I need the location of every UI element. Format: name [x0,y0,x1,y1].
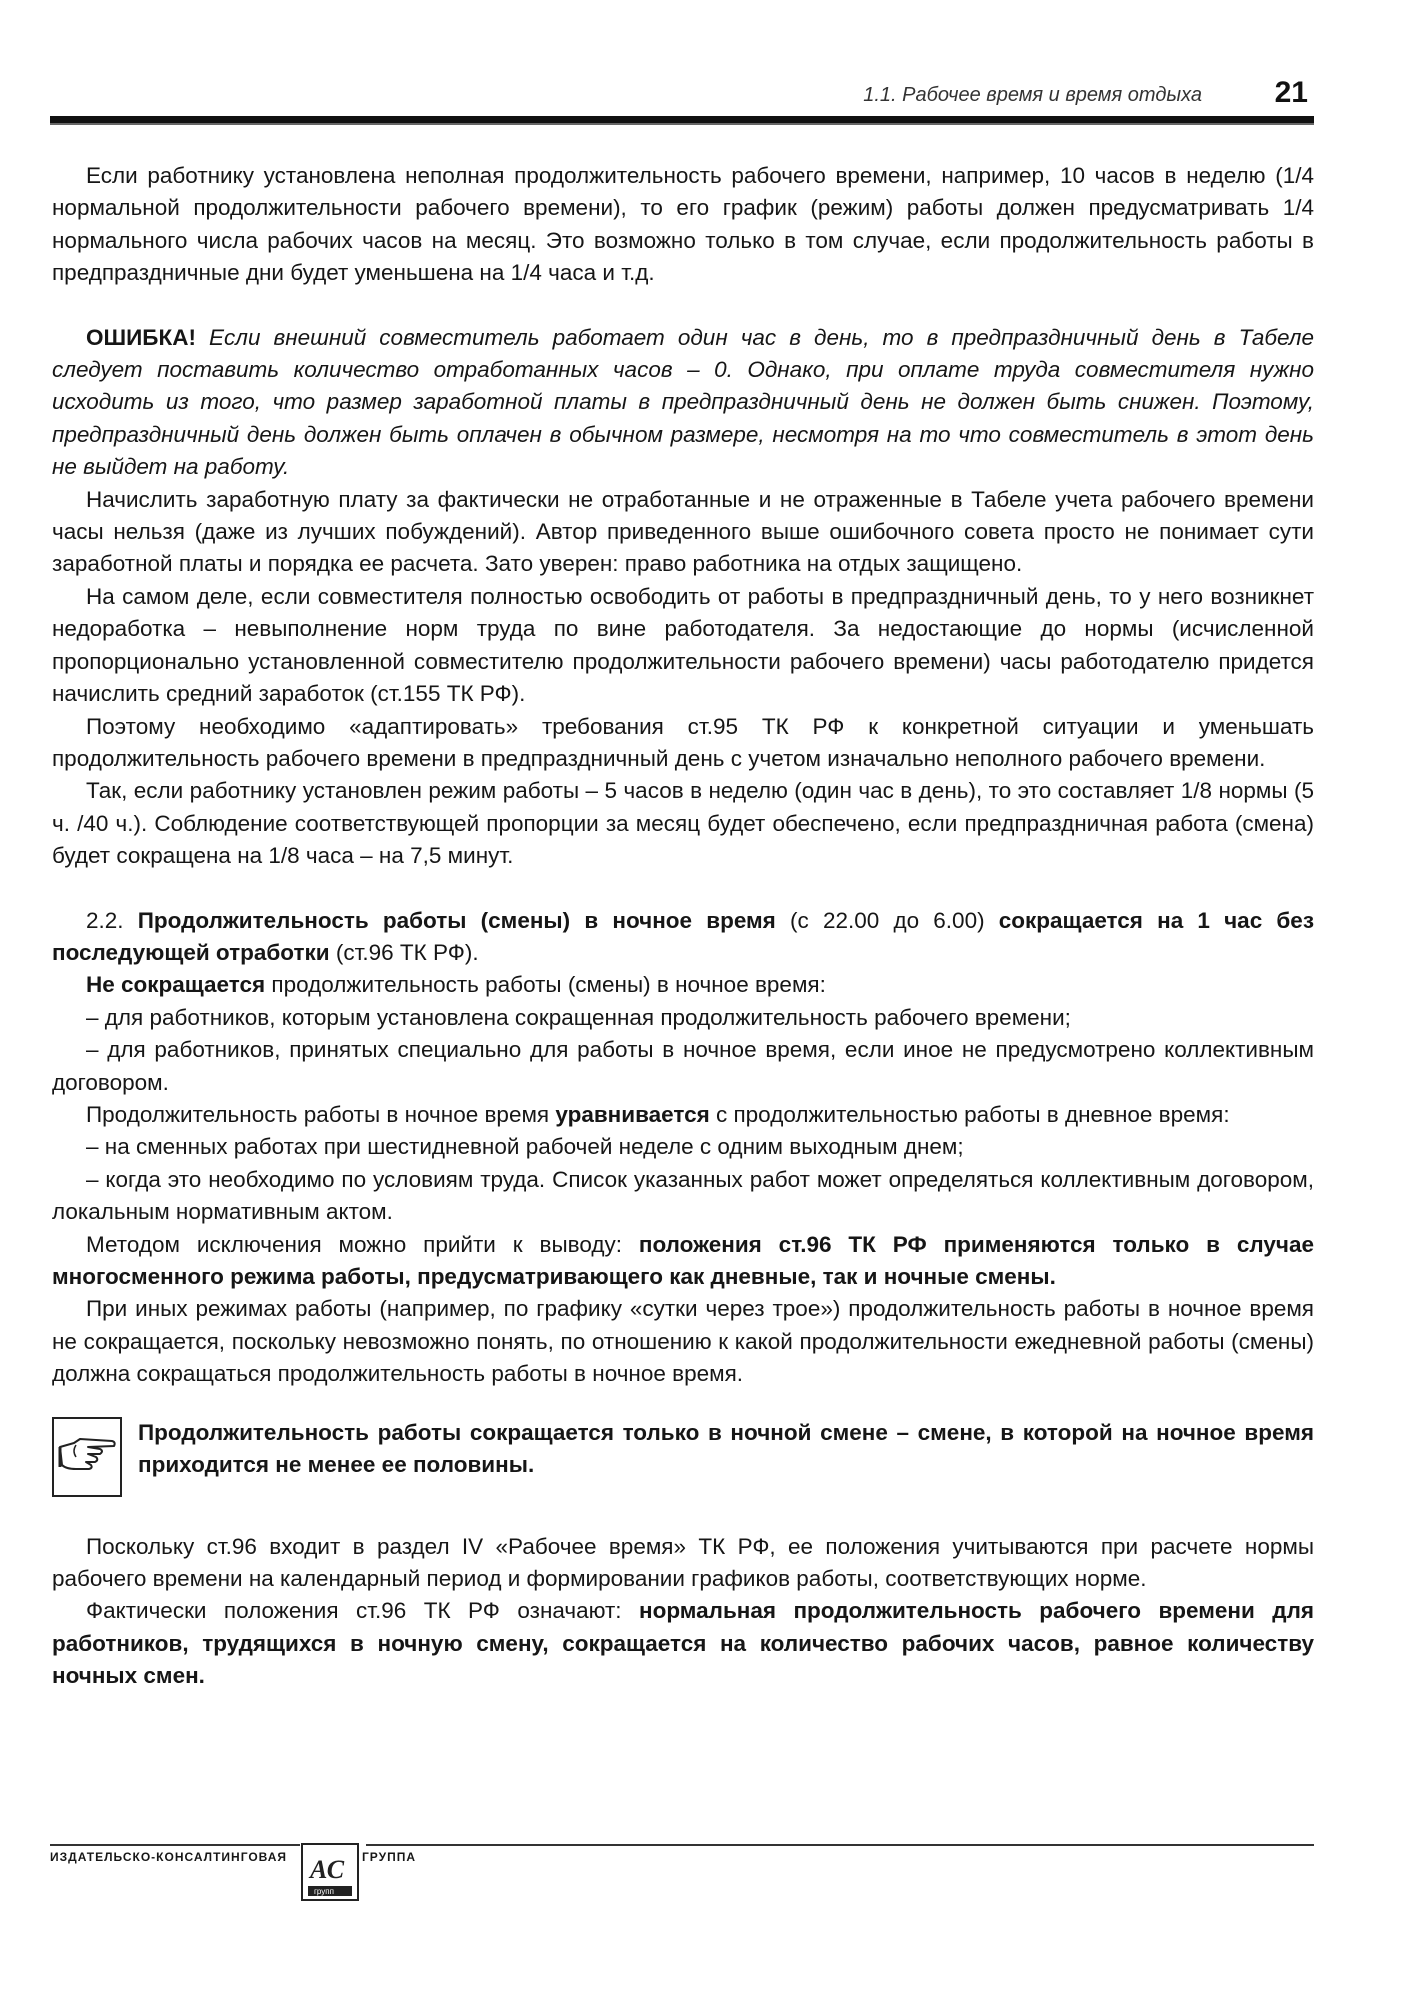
header-rule [50,116,1314,125]
page-number: 21 [1274,76,1308,109]
plain-text: Фактически положения ст.96 ТК РФ означают: [86,1598,640,1624]
plain-text: Продолжительность работы в ночное время [86,1101,556,1127]
paragraph: На самом деле, если совместителя полностью освободить от работы в предпраздничный день, то у него возникнет недоработка – невыполнение норм труда по вине работодателя. За недостающие до нормы (исчисленной пропорционально установленной совместителю продолжительности рабочего времени) часы работодателю придется начислить средний заработок (ст.155 ТК РФ). [52,583,1314,707]
bold-text: Продолжительность работы (смены) в ночное время [137,907,776,933]
pointing-hand-icon [52,1417,122,1497]
plain-text: продолжительность работы (смены) в ночное время: [265,972,826,998]
plain-text: (с 22.00 до 6.00) [775,907,999,933]
publisher-logo [298,1842,362,1904]
plain-text: с продолжительностью работы в дневное время: [709,1101,1230,1127]
paragraph [52,1595,1314,1692]
error-label: ОШИБКА [86,324,189,350]
bold-text: уравнивается [555,1101,710,1127]
bold-text: сокращается на 1 час без последующей отработки [52,907,1315,965]
list-item: – для работников, которым установлена сокращенная продолжительность рабочего времени; [86,1004,1071,1030]
bold-text: нормальная продолжительность рабочего времени для работников, трудящихся в ночную смену, сокращается на количество рабочих часов, равное количеству ночных смен. [52,1598,1315,1689]
section-paragraph [52,905,1314,970]
footer-rule [50,1844,300,1846]
list-item: – на сменных работах при шестидневной рабочей неделе с одним выходным днем; [86,1134,964,1160]
paragraph: При иных режимах работы (например, по графику «сутки через трое») продолжительность работы в ночное время не сокращается, поскольку невозможно понять, по отношению к какой продолжительности ежедневной работы (смены) должна сокращаться продолжительность работы в ночное время. [52,1296,1314,1387]
paragraph: Начислить заработную плату за фактически не отработанные и не отраженные в Табеле учета рабочего времени часы нельзя (даже из лучших побуждений). Автор приведенного выше ошибочного совета просто не понимает сути заработной платы и порядка ее расчета. Зато уверен: право работника на отдых защищено. [52,486,1314,577]
publisher-group: ГРУППА [362,1850,417,1864]
bold-text: положения ст.96 ТК РФ применяются только в случае многосменного режима работы, предусматривающего как дневные, так и ночные смены. [52,1231,1314,1289]
footer-rule [366,1844,1314,1846]
paragraph [52,1099,1314,1131]
list-item: – когда это необходимо по условиям труда. Список указанных работ может определяться коллективным договором, локальным нормативным актом. [52,1166,1314,1225]
paragraph [52,1229,1314,1294]
paragraph: Поэтому необходимо «адаптировать» требования ст.95 ТК РФ к конкретной ситуации и уменьшать продолжительность рабочего времени в предпраздничный день с учетом изначально неполного рабочего времени. [52,713,1314,771]
body-text [52,160,1314,1693]
page-footer [50,1836,1314,1916]
error-text: Если внешний совместитель работает один час в день, то в предпраздничный день в Табеле следует поставить количество отработанных часов – 0. Однако, при оплате труда совместителя нужно исходить из того, что размер заработной платы в предпраздничный день не должен быть снижен. Поэтому, предпраздничный день должен быть оплачен в обычном размере, несмотря на то что совместитель в этот день не выйдет на работу. [52,324,1314,480]
plain-text: Методом исключения можно прийти к выводу: [86,1231,639,1257]
highlight-note [52,1417,1314,1501]
paragraph [52,969,1314,1001]
note-text: Продолжительность работы сокращается только в ночной смене – смене, в которой на ночное время приходится не менее ее половины. [138,1419,1314,1478]
error-paragraph: ОШИБКА! Если внешний совместитель работает один час в день, то в предпраздничный день в Табеле следует поставить количество отработанных часов – 0. Однако, при оплате труда совместителя нужно исходить из того, что размер заработной платы в предпраздничный день не должен быть снижен. Поэтому, предпраздничный день должен быть оплачен в обычном размере, несмотря на то что совместитель в этот день не выйдет на работу. [52,324,1314,480]
bold-text: Не сокращается [86,972,266,998]
list-item: – для работников, принятых специально для работы в ночное время, если иное не предусмотрено коллективным договором. [52,1037,1314,1095]
logo-letters: АС [310,1855,345,1884]
plain-text: (ст.96 ТК РФ). [329,939,479,965]
logo-sub: групп [314,1887,334,1896]
running-header [50,76,1314,116]
paragraph: Если работнику установлена неполная продолжительность рабочего времени, например, 10 часов в неделю (1/4 нормальной продолжительности рабочего времени), то его график (режим) работы должен предусматривать 1/4 нормального числа рабочих часов на месяц. Это возможно только в том случае, если продолжительность работы в предпраздничные дни будет уменьшена на 1/4 часа и т.д. [52,163,1314,286]
item-number: 2.2. [86,907,138,933]
paragraph: Так, если работнику установлен режим работы – 5 часов в неделю (один час в день), то это составляет 1/8 нормы (5 ч. /40 ч.). Соблюдение соответствующей пропорции за месяц будет обеспечено, если предпраздничная работа (смена) будет сокращена на 1/8 часа – на 7,5 минут. [52,778,1314,869]
paragraph: Поскольку ст.96 входит в раздел IV «Рабочее время» ТК РФ, ее положения учитываются при расчете нормы рабочего времени на календарный период и формировании графиков работы, соответствующих норме. [52,1533,1314,1592]
section-title: 1.1. Рабочее время и время отдыха [863,84,1202,106]
publisher-name: ИЗДАТЕЛЬСКО-КОНСАЛТИНГОВАЯ [50,1850,288,1864]
